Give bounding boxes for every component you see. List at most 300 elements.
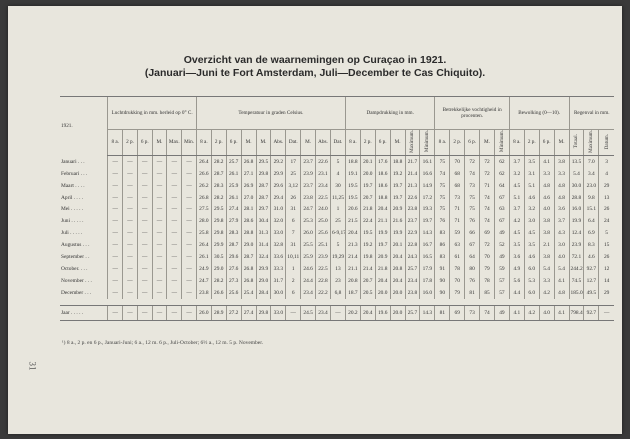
table-cell: —: [167, 180, 182, 192]
table-cell: —: [182, 168, 197, 180]
table-cell: 73: [450, 192, 465, 204]
table-cell: 24.4: [301, 275, 316, 287]
table-cell: 83: [435, 251, 450, 263]
table-cell: —: [152, 227, 167, 239]
table-cell: 5: [599, 227, 614, 239]
table-cell: 78: [480, 275, 495, 287]
table-cell: 25.0: [316, 215, 331, 227]
table-cell: 74: [480, 192, 495, 204]
col-6p: 6 p.: [465, 130, 480, 156]
table-cell: —: [182, 180, 197, 192]
table-cell: —: [123, 275, 138, 287]
table-cell: 22.2: [316, 287, 331, 299]
table-cell: 5.3: [524, 275, 539, 287]
table-cell: 70: [480, 251, 495, 263]
table-cell: 69: [450, 305, 465, 320]
col-minimum: Minimum.: [494, 130, 509, 156]
table-cell: 28.7: [241, 251, 256, 263]
table-cell: 49: [494, 251, 509, 263]
table-cell: 91: [435, 263, 450, 275]
table-cell: 6: [286, 287, 301, 299]
table-cell: 26.1: [196, 251, 211, 263]
month-label: December . . .: [61, 289, 92, 296]
table-cell: 3.8: [539, 215, 554, 227]
col-m: M.: [152, 130, 167, 156]
table-cell: 21.4: [345, 251, 360, 263]
table-cell: 19.2: [390, 168, 405, 180]
table-cell: 18.7: [345, 287, 360, 299]
table-cell: 16.0: [420, 287, 435, 299]
table-cell: 76: [465, 275, 480, 287]
table-cell: —: [152, 305, 167, 320]
col-max-dat: Dat.: [286, 130, 301, 156]
month-label: Maart . . . .: [61, 182, 85, 189]
table-cell: 3.2: [524, 203, 539, 215]
table-cell: 798.4: [569, 305, 584, 320]
col-min-abs: Abs.: [316, 130, 331, 156]
table-row: [60, 251, 614, 263]
table-row: [60, 263, 614, 275]
table-cell: —: [123, 192, 138, 204]
table-row: [60, 168, 614, 180]
table-cell: 20.8: [390, 263, 405, 275]
table-cell: 25.1: [316, 239, 331, 251]
table-cell: 71: [480, 180, 495, 192]
table-cell: 30.4: [256, 215, 271, 227]
col-m: M.: [241, 130, 256, 156]
table-cell: 59: [450, 227, 465, 239]
table-cell: —: [108, 275, 123, 287]
table-cell: 49: [494, 227, 509, 239]
table-cell: 28.7: [256, 180, 271, 192]
col-8a: 8 a.: [509, 130, 524, 156]
header-pressure: Luchtdrukking in mm. herleid op 0° C.: [108, 97, 197, 130]
table-cell: 21.4: [405, 168, 420, 180]
table-cell: 20.0: [390, 287, 405, 299]
table-cell: 49: [494, 305, 509, 320]
header-rain: Regenval in mm.: [569, 97, 614, 130]
table-cell: 20.6: [345, 203, 360, 215]
table-cell: —: [182, 227, 197, 239]
table-cell: 78: [450, 263, 465, 275]
table-cell: 27.9: [226, 215, 241, 227]
table-cell: 20.9: [375, 251, 390, 263]
table-cell: 27.4: [241, 305, 256, 320]
table-cell: 21.4: [360, 263, 375, 275]
table-cell: 23.9: [569, 239, 584, 251]
table-cell: 6.4: [584, 215, 599, 227]
table-cell: 18.8: [390, 155, 405, 167]
table-cell: 3.0: [524, 215, 539, 227]
table-cell: 24.5: [301, 305, 316, 320]
table-cell: —: [137, 275, 152, 287]
table-cell: 26.8: [241, 263, 256, 275]
table-cell: 4.3: [554, 227, 569, 239]
table-cell: —: [123, 239, 138, 251]
table-cell: 4.2: [539, 287, 554, 299]
table-cell: 4.6: [524, 251, 539, 263]
table-cell: 75: [435, 203, 450, 215]
col-2p: 2 p.: [524, 130, 539, 156]
col-max-abs: Abs.: [271, 130, 286, 156]
table-cell: —: [167, 263, 182, 275]
table-cell: 20.4: [360, 305, 375, 320]
table-cell: 26: [599, 251, 614, 263]
table-cell: 28.2: [211, 192, 226, 204]
table-cell: —: [286, 305, 301, 320]
table-cell: 74: [465, 168, 480, 180]
table-cell: 4.1: [539, 155, 554, 167]
table-cell: 79: [480, 263, 495, 275]
table-cell: 4.1: [554, 305, 569, 320]
table-cell: 3.1: [524, 168, 539, 180]
table-cell: —: [137, 305, 152, 320]
page-title: Overzicht van de waarnemingen op Curaçao in 1921.: [183, 54, 447, 66]
table-cell: 64: [465, 251, 480, 263]
col-8a: 8 a.: [345, 130, 360, 156]
page-subtitle: (Januari—Juni te Fort Amsterdam, Juli—December te Cas Chiquito).: [144, 67, 486, 79]
col-6p: 6 p.: [375, 130, 390, 156]
col-max-m: M.: [256, 130, 271, 156]
col-2p: 2 p.: [360, 130, 375, 156]
table-cell: 19.5: [360, 227, 375, 239]
table-cell: 22.9: [405, 227, 420, 239]
table-cell: 70: [450, 275, 465, 287]
table-cell: 19.9: [390, 227, 405, 239]
table-cell: —: [137, 227, 152, 239]
table-cell: 29.9: [211, 239, 226, 251]
table-cell: 21.5: [345, 215, 360, 227]
table-cell: —: [152, 287, 167, 299]
table-cell: —: [152, 263, 167, 275]
table-cell: 2: [286, 275, 301, 287]
table-cell: 4.8: [554, 192, 569, 204]
table-cell: 21.8: [360, 203, 375, 215]
table-cell: 29.8: [211, 215, 226, 227]
table-cell: 6.0: [524, 287, 539, 299]
table-cell: —: [123, 180, 138, 192]
table-cell: 76: [435, 215, 450, 227]
table-cell: —: [182, 239, 197, 251]
table-cell: 4.5: [509, 227, 524, 239]
table-cell: 20.4: [375, 275, 390, 287]
table-cell: 1: [330, 203, 345, 215]
table-cell: 5.6: [509, 275, 524, 287]
table-cell: 28.0: [196, 215, 211, 227]
table-cell: 68: [450, 180, 465, 192]
table-cell: —: [152, 168, 167, 180]
table-cell: 20.7: [360, 275, 375, 287]
table-cell: 28.8: [241, 227, 256, 239]
table-cell: 23.8: [301, 192, 316, 204]
table-cell: 17.8: [420, 275, 435, 287]
table-cell: 4.4: [509, 287, 524, 299]
table-cell: —: [182, 155, 197, 167]
table-cell: —: [167, 287, 182, 299]
table-cell: —: [599, 305, 614, 320]
table-cell: —: [108, 155, 123, 167]
table-cell: 14.9: [420, 180, 435, 192]
month-label: April . . . .: [61, 194, 84, 201]
table-cell: 27.0: [241, 192, 256, 204]
table-cell: 28.3: [211, 180, 226, 192]
table-cell: 19.7: [360, 180, 375, 192]
table-cell: 4: [599, 168, 614, 180]
table-cell: 5.4: [539, 263, 554, 275]
col-max: Max.: [167, 130, 182, 156]
table-cell: —: [152, 192, 167, 204]
col-min-dat: Dat.: [330, 130, 345, 156]
table-cell: 18.8: [375, 192, 390, 204]
table-cell: —: [182, 192, 197, 204]
table-cell: 16.6: [420, 168, 435, 180]
table-cell: 25.5: [301, 239, 316, 251]
table-cell: 28.2: [211, 275, 226, 287]
year-label: 1921.: [60, 97, 108, 156]
table-cell: 14: [599, 275, 614, 287]
table-cell: 20.8: [345, 275, 360, 287]
table-cell: 26.9: [241, 180, 256, 192]
table-cell: —: [137, 180, 152, 192]
table-cell: 17.2: [420, 192, 435, 204]
table-cell: 8.3: [584, 239, 599, 251]
header-vapour: Dampdrukking in mm.: [345, 97, 434, 130]
table-cell: 59: [494, 263, 509, 275]
table-cell: 72: [465, 155, 480, 167]
table-cell: 29.6: [271, 180, 286, 192]
table-cell: 26.4: [196, 239, 211, 251]
table-cell: —: [108, 287, 123, 299]
table-cell: 24.6: [301, 263, 316, 275]
table-cell: —: [167, 168, 182, 180]
table-cell: 14.3: [420, 227, 435, 239]
table-cell: 244.2: [569, 263, 584, 275]
table-cell: 70: [450, 155, 465, 167]
table-cell: —: [182, 287, 197, 299]
table-cell: —: [123, 287, 138, 299]
table-cell: 19.5: [345, 192, 360, 204]
table-cell: 22.5: [316, 263, 331, 275]
table-cell: 92.7: [584, 263, 599, 275]
table-cell: 27.5: [196, 203, 211, 215]
table-cell: 25.9: [301, 251, 316, 263]
table-cell: 29.7: [256, 203, 271, 215]
table-cell: 29.0: [211, 263, 226, 275]
table-cell: 17.9: [420, 263, 435, 275]
table-cell: —: [167, 305, 182, 320]
table-row: [60, 305, 614, 320]
table-cell: 3.8: [539, 227, 554, 239]
table-cell: 23.7: [301, 155, 316, 167]
document-page: [8, 6, 622, 434]
table-cell: 3.7: [509, 155, 524, 167]
table-cell: 20.0: [360, 168, 375, 180]
table-cell: 5: [330, 239, 345, 251]
table-cell: 23.0: [584, 180, 599, 192]
col-8a: 8 a.: [108, 130, 123, 156]
table-cell: 57: [494, 287, 509, 299]
table-cell: 12.4: [569, 227, 584, 239]
table-cell: —: [123, 263, 138, 275]
table-cell: 23.8: [405, 287, 420, 299]
table-cell: 17.6: [375, 155, 390, 167]
table-cell: 62: [494, 155, 509, 167]
table-cell: —: [167, 275, 182, 287]
table-cell: 30.0: [271, 287, 286, 299]
table-cell: 3.5: [524, 155, 539, 167]
table-cell: 28.6: [241, 215, 256, 227]
table-cell: 26.0: [301, 227, 316, 239]
table-cell: 28.4: [256, 287, 271, 299]
col-m: M.: [390, 130, 405, 156]
header-humidity: Betrekkelijke vochtigheid in procenten.: [435, 97, 510, 130]
table-cell: 28.3: [226, 227, 241, 239]
table-cell: 31.0: [271, 203, 286, 215]
table-cell: 90: [435, 287, 450, 299]
table-cell: —: [123, 203, 138, 215]
table-cell: 16.7: [420, 239, 435, 251]
col-maximum: Maximum.: [405, 130, 420, 156]
table-cell: 20.5: [360, 287, 375, 299]
table-cell: —: [108, 305, 123, 320]
table-cell: 5.1: [509, 192, 524, 204]
table-cell: 26.1: [226, 168, 241, 180]
table-cell: 5.1: [524, 180, 539, 192]
table-cell: 27.6: [226, 263, 241, 275]
table-cell: 20.4: [390, 251, 405, 263]
table-cell: 25.8: [196, 227, 211, 239]
table-cell: 23.8: [196, 287, 211, 299]
table-cell: 4.8: [554, 287, 569, 299]
col-m: M.: [480, 130, 495, 156]
table-row: [60, 180, 614, 192]
table-row: [60, 155, 614, 167]
table-cell: 26.8: [196, 192, 211, 204]
table-cell: 25.7: [405, 305, 420, 320]
table-cell: 29: [599, 180, 614, 192]
table-cell: —: [137, 215, 152, 227]
table-cell: —: [137, 203, 152, 215]
table-cell: 3.5: [524, 239, 539, 251]
table-cell: —: [108, 215, 123, 227]
col-2p: 2 p.: [211, 130, 226, 156]
table-cell: 26.6: [196, 168, 211, 180]
table-cell: 72: [480, 168, 495, 180]
table-cell: 3.2: [509, 168, 524, 180]
table-cell: 23.1: [316, 168, 331, 180]
table-cell: 31.4: [256, 239, 271, 251]
table-cell: 19.9: [569, 215, 584, 227]
table-cell: 12: [599, 263, 614, 275]
col-2p: 2 p.: [450, 130, 465, 156]
table-cell: 29.9: [271, 168, 286, 180]
table-cell: 63: [450, 239, 465, 251]
table-cell: 19.7: [390, 192, 405, 204]
table-cell: 20.9: [390, 203, 405, 215]
table-cell: 21.3: [405, 180, 420, 192]
table-cell: 22.6: [405, 192, 420, 204]
table-cell: 6,8: [330, 287, 345, 299]
table-cell: 28.7: [211, 168, 226, 180]
table-cell: 4.5: [524, 227, 539, 239]
table-cell: —: [182, 203, 197, 215]
table-cell: 28.7: [226, 239, 241, 251]
table-cell: 24: [599, 215, 614, 227]
table-cell: 4.6: [584, 251, 599, 263]
table-cell: 72: [480, 239, 495, 251]
table-cell: 23.7: [405, 215, 420, 227]
month-label: Juli . . . . .: [61, 230, 83, 237]
header-temperature: Temperatuur in graden Celsius.: [196, 97, 345, 130]
table-cell: —: [182, 305, 197, 320]
table-cell: 27.3: [226, 275, 241, 287]
table-cell: 10,11: [286, 251, 301, 263]
table-cell: 15: [599, 239, 614, 251]
table-cell: —: [167, 155, 182, 167]
table-cell: 20.0: [390, 305, 405, 320]
table-cell: 19,29: [330, 251, 345, 263]
table-cell: 23.9: [301, 168, 316, 180]
table-cell: 21.1: [345, 263, 360, 275]
table-cell: 67: [494, 215, 509, 227]
table-cell: 19.3: [420, 203, 435, 215]
table-cell: —: [137, 287, 152, 299]
table-cell: 4.8: [539, 180, 554, 192]
table-cell: 19.7: [375, 239, 390, 251]
table-cell: 62: [494, 168, 509, 180]
table-cell: 4.6: [539, 192, 554, 204]
table-cell: 75: [435, 180, 450, 192]
table-cell: 23.8: [405, 203, 420, 215]
table-cell: —: [167, 203, 182, 215]
table-cell: 33.6: [271, 251, 286, 263]
observations-table: [60, 96, 614, 321]
col-8a: 8 a.: [435, 130, 450, 156]
table-cell: 4.1: [509, 305, 524, 320]
table-cell: 4.6: [524, 192, 539, 204]
table-cell: 73: [465, 305, 480, 320]
table-cell: 52: [494, 239, 509, 251]
table-cell: 25.3: [301, 215, 316, 227]
table-cell: 74: [435, 168, 450, 180]
table-cell: 26: [599, 203, 614, 215]
table-cell: 23.9: [316, 251, 331, 263]
table-cell: 72: [480, 155, 495, 167]
table-cell: 83: [435, 227, 450, 239]
table-cell: 29.4: [271, 192, 286, 204]
table-cell: 13: [330, 263, 345, 275]
table-cell: 6-9,17: [330, 227, 345, 239]
table-cell: —: [108, 251, 123, 263]
table-cell: 26.4: [196, 155, 211, 167]
table-cell: 12.7: [584, 275, 599, 287]
table-cell: 4.0: [554, 251, 569, 263]
table-cell: 64: [494, 180, 509, 192]
table-cell: 85: [480, 287, 495, 299]
table-cell: 9.8: [584, 192, 599, 204]
table-cell: 75: [435, 155, 450, 167]
month-label: Februari . . .: [61, 170, 88, 177]
table-cell: 20.0: [375, 287, 390, 299]
table-cell: 25.7: [405, 263, 420, 275]
table-cell: 4.5: [509, 180, 524, 192]
table-cell: 21.6: [390, 215, 405, 227]
month-label: November . . .: [61, 277, 92, 284]
table-cell: —: [108, 168, 123, 180]
table-cell: 29.8: [211, 227, 226, 239]
table-cell: 24.7: [301, 203, 316, 215]
table-cell: 23.4: [405, 275, 420, 287]
